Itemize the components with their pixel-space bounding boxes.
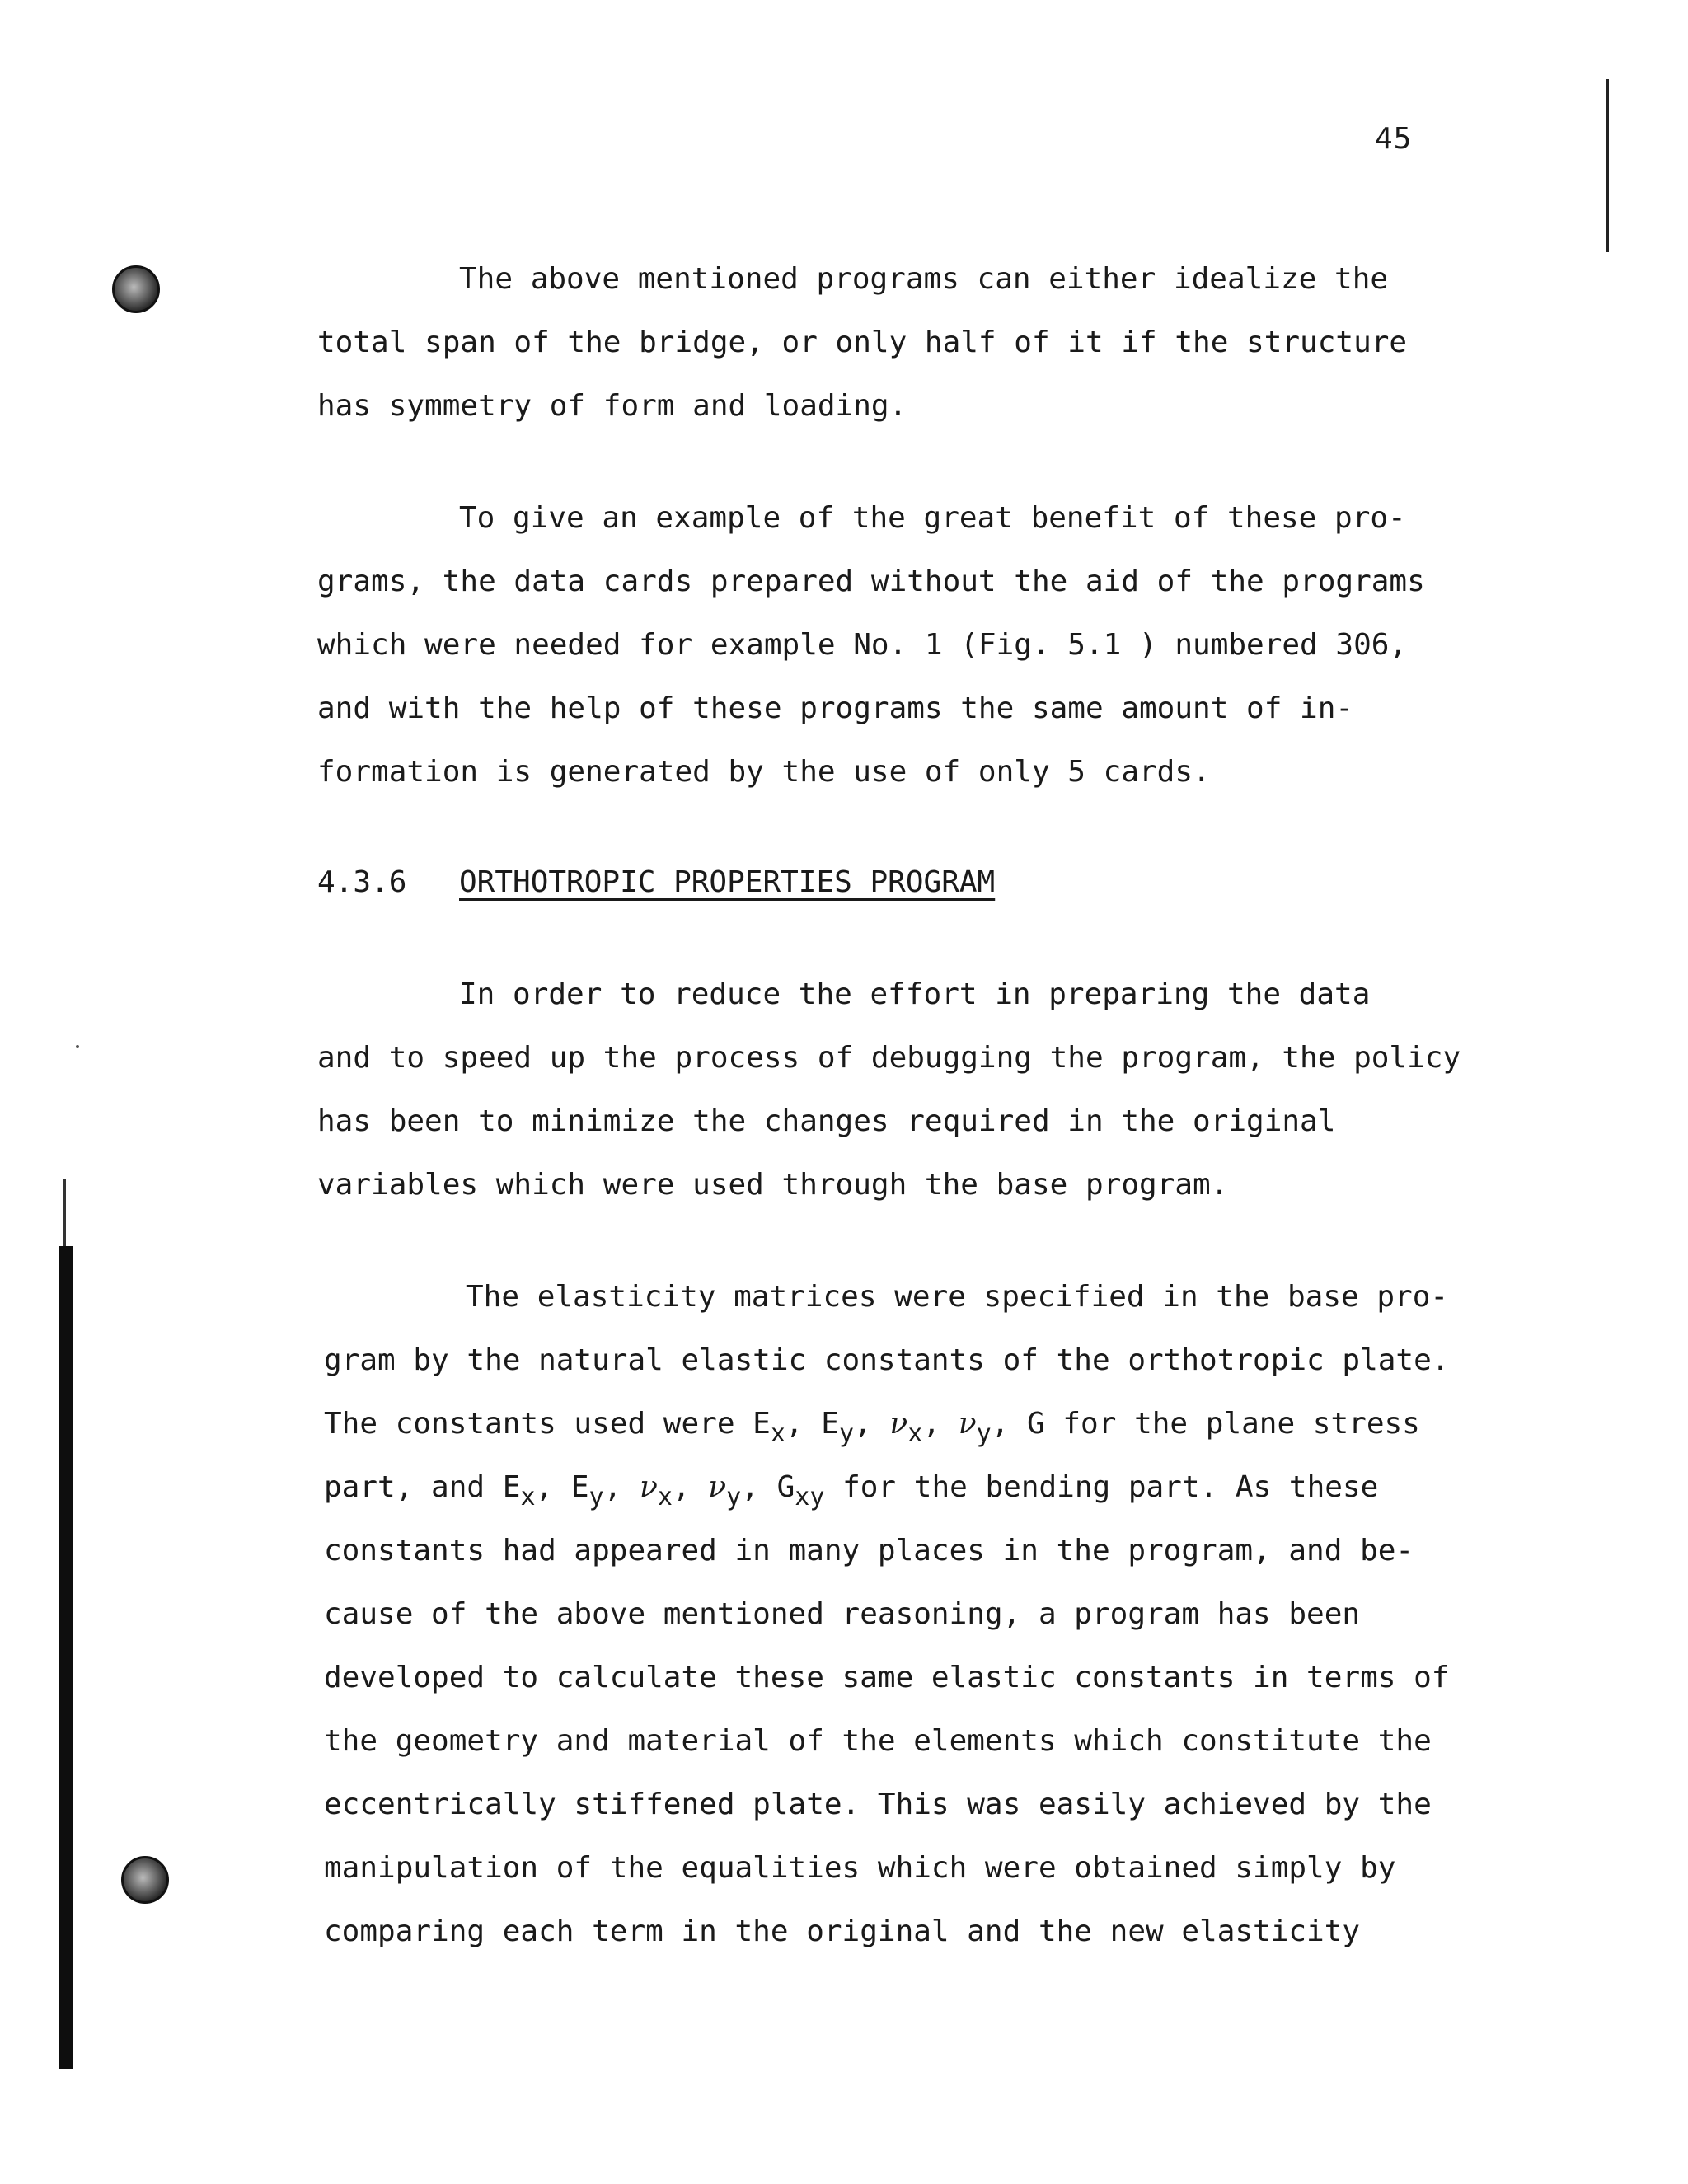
paragraph-line: has been to minimize the changes required in the original	[317, 1104, 1336, 1138]
symbol-ey	[821, 1407, 855, 1448]
paragraph-line: and with the help of these programs the same amount of in-	[317, 691, 1354, 725]
paragraph-line: grams, the data cards prepared without the aid of the programs	[317, 565, 1425, 598]
section-heading	[317, 851, 995, 914]
subscript-x: x	[520, 1483, 536, 1511]
paragraph-1	[317, 247, 1504, 438]
scan-edge-mark-left-thin	[63, 1179, 66, 1246]
paragraph-4	[324, 1265, 1511, 1963]
paragraph-2	[317, 486, 1504, 804]
paragraph-line: cause of the above mentioned reasoning, a program has been	[324, 1597, 1361, 1631]
subscript-xy: xy	[795, 1483, 825, 1511]
symbol-nu: ν	[708, 1470, 727, 1504]
paragraph-line: total span of the bridge, or only half of it if the structure	[317, 326, 1408, 359]
paragraph-line: which were needed for example No. 1 (Fig. 5.1 ) numbered 306,	[317, 628, 1408, 662]
text-run: for the bending part. As these	[824, 1470, 1379, 1504]
separator: ,	[854, 1407, 890, 1441]
subscript-y: y	[976, 1419, 992, 1448]
symbol-e: E	[753, 1407, 771, 1441]
paragraph-line: variables which were used through the base program.	[317, 1168, 1229, 1202]
symbol-e: E	[821, 1407, 839, 1441]
punch-hole-top	[112, 265, 160, 313]
subscript-x: x	[770, 1419, 785, 1448]
separator: ,	[991, 1407, 1028, 1441]
symbol-nu-x	[639, 1470, 673, 1511]
paragraph-3	[317, 963, 1504, 1216]
symbol-nu-y	[708, 1470, 742, 1511]
text-run: The constants used were	[324, 1407, 753, 1441]
scan-edge-mark-right	[1606, 79, 1609, 252]
subscript-y: y	[726, 1483, 742, 1511]
separator: ,	[535, 1470, 571, 1504]
paragraph-line: and to speed up the process of debugging the program, the policy	[317, 1041, 1461, 1075]
separator: ,	[741, 1470, 777, 1504]
symbol-e: E	[570, 1470, 589, 1504]
paragraph-line: has symmetry of form and loading.	[317, 389, 907, 423]
subscript-y: y	[838, 1419, 855, 1448]
paragraph-line: developed to calculate these same elastic constants in terms of	[324, 1661, 1450, 1694]
paragraph-line: formation is generated by the use of only 5 cards.	[317, 755, 1211, 789]
paragraph-line: To give an example of the great benefit of these pro-	[459, 501, 1406, 535]
symbol-gxy	[776, 1470, 825, 1511]
punch-hole-bottom	[121, 1856, 169, 1904]
section-title: ORTHOTROPIC PROPERTIES PROGRAM	[459, 865, 996, 899]
symbol-nu-y	[958, 1407, 992, 1448]
separator: ,	[922, 1407, 959, 1441]
subscript-x: x	[657, 1483, 673, 1511]
paragraph-line: The above mentioned programs can either idealize the	[459, 262, 1389, 296]
paragraph-line: manipulation of the equalities which were obtained simply by	[324, 1851, 1396, 1885]
section-number: 4.3.6	[317, 865, 407, 899]
symbol-g: G	[1027, 1407, 1045, 1441]
symbol-nu: ν	[639, 1470, 658, 1504]
subscript-x: x	[907, 1419, 923, 1448]
paragraph-line: The elasticity matrices were specified in the base pro-	[466, 1280, 1449, 1314]
paragraph-line: the geometry and material of the elements which constitute the	[324, 1724, 1432, 1758]
symbol-nu-x	[889, 1407, 923, 1448]
scan-speck	[76, 1045, 79, 1048]
symbol-ex	[502, 1470, 536, 1511]
subscript-y: y	[588, 1483, 604, 1511]
paragraph-line: constants had appeared in many places in the program, and be-	[324, 1534, 1414, 1568]
symbol-nu: ν	[958, 1407, 977, 1441]
symbol-ey	[570, 1470, 604, 1511]
paragraph-line-constants-plane-stress	[324, 1392, 1511, 1455]
scan-edge-mark-left	[59, 1246, 73, 2069]
symbol-g: G	[776, 1470, 795, 1504]
text-run: for the plane stress	[1044, 1407, 1420, 1441]
paragraph-line: In order to reduce the effort in preparing the data	[459, 977, 1371, 1011]
symbol-e: E	[502, 1470, 521, 1504]
symbol-ex	[753, 1407, 785, 1448]
symbol-nu: ν	[889, 1407, 908, 1441]
paragraph-line-constants-bending	[324, 1455, 1511, 1519]
paragraph-line: comparing each term in the original and the new elasticity	[324, 1915, 1361, 1948]
separator: ,	[603, 1470, 640, 1504]
text-run: part, and	[324, 1470, 503, 1504]
page-number: 45	[1375, 122, 1413, 156]
paragraph-line: eccentrically stiffened plate. This was easily achieved by the	[324, 1788, 1432, 1821]
separator: ,	[785, 1407, 822, 1441]
paragraph-line: gram by the natural elastic constants of the orthotropic plate.	[324, 1343, 1450, 1377]
separator: ,	[672, 1470, 709, 1504]
